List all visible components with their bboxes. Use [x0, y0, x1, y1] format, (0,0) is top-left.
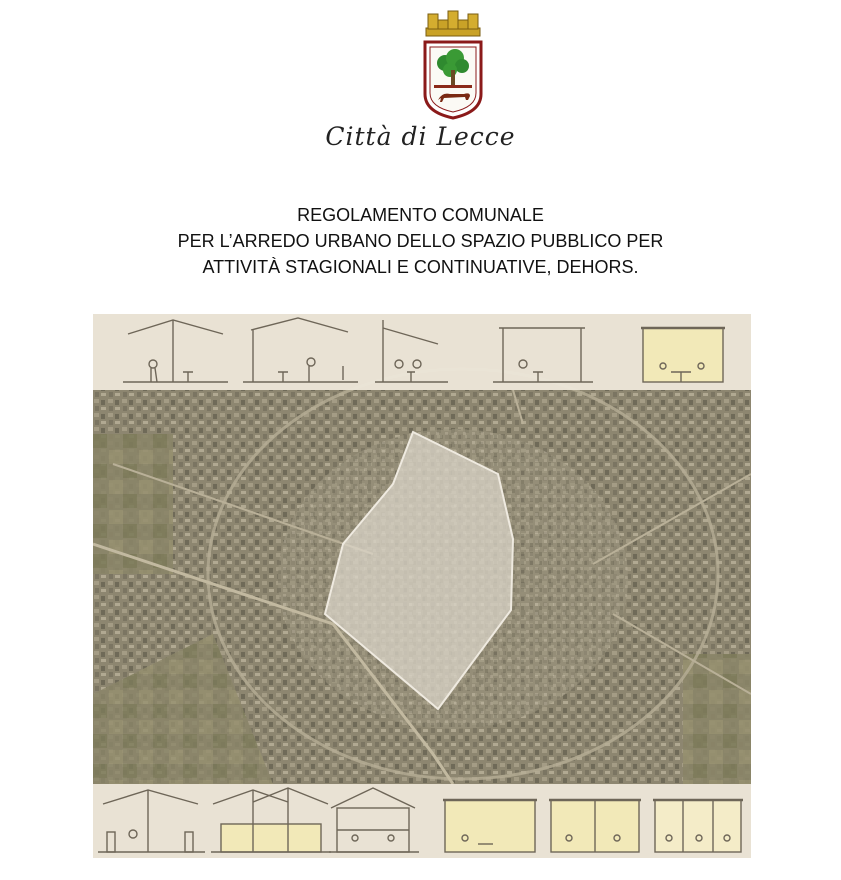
city-crest-logo — [420, 8, 486, 120]
glass-box-dehors-icon — [443, 800, 537, 852]
title-line-3: ATTIVITÀ STAGIONALI E CONTINUATIVE, DEHORS. — [202, 257, 639, 277]
document-title — [0, 202, 841, 280]
title-line-1: REGOLAMENTO COMUNALE — [297, 205, 544, 225]
glass-box-dehors-icon — [549, 800, 641, 852]
crown-icon — [426, 11, 480, 36]
aerial-map-figure — [93, 314, 751, 858]
enclosed-dehors-icon — [641, 328, 725, 382]
title-line-2: PER L’ARREDO URBANO DELLO SPAZIO PUBBLICO PER — [177, 231, 664, 251]
city-name: Città di Lecce — [325, 122, 516, 151]
glass-box-dehors-icon — [653, 800, 743, 852]
